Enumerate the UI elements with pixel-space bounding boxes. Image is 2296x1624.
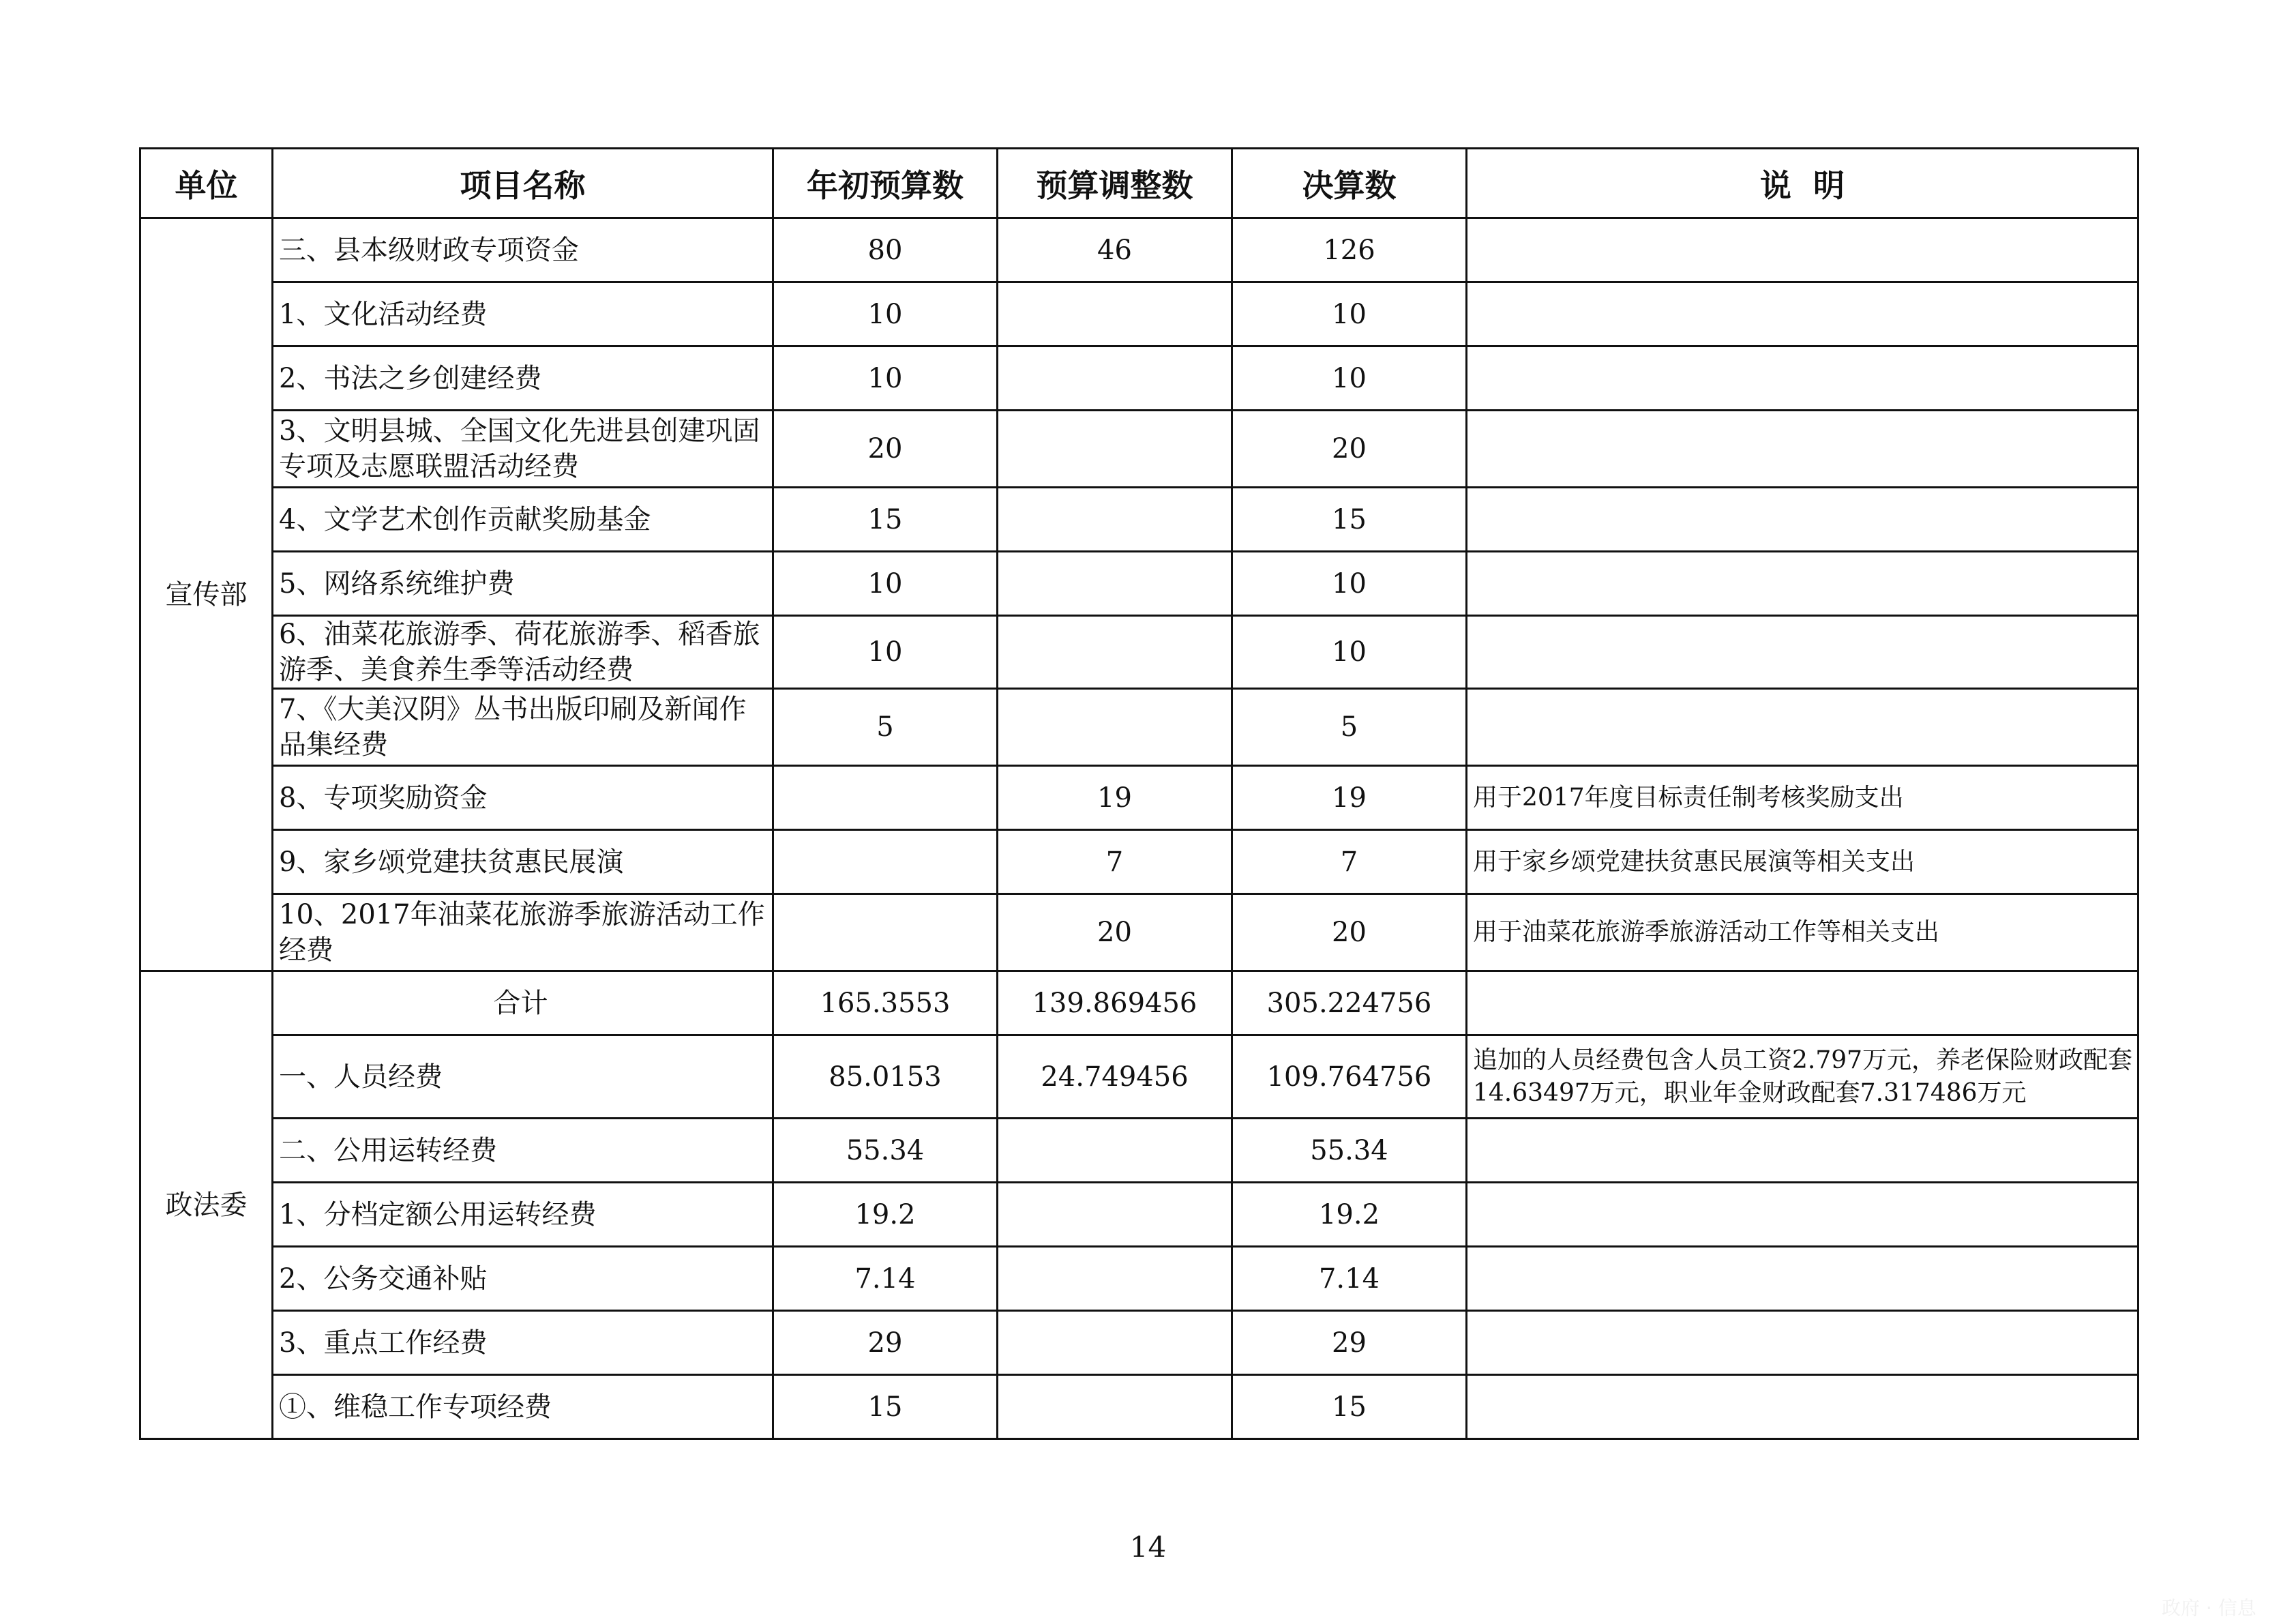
final-cell: 10	[1232, 616, 1467, 689]
unit-cell-publicity: 宣传部	[140, 218, 273, 971]
budget-table	[139, 147, 2139, 1440]
final-cell: 10	[1232, 552, 1467, 616]
note-cell	[1467, 1183, 2138, 1247]
table-row	[140, 1311, 2138, 1375]
item-name-cell: 8、专项奖励资金	[273, 766, 773, 830]
item-name-cell: 4、文学艺术创作贡献奖励基金	[273, 488, 773, 552]
table-row	[140, 616, 2138, 689]
header-item-name: 项目名称	[273, 149, 773, 218]
adjustment-cell	[998, 616, 1232, 689]
page-number: 14	[1129, 1531, 1167, 1564]
header-final-account: 决算数	[1232, 149, 1467, 218]
adjustment-cell	[998, 1183, 1232, 1247]
initial-budget-cell	[773, 766, 998, 830]
table-row	[140, 282, 2138, 346]
item-name-cell: 二、公用运转经费	[273, 1119, 773, 1183]
final-cell: 20	[1232, 411, 1467, 488]
header-initial-budget: 年初预算数	[773, 149, 998, 218]
note-cell	[1467, 1311, 2138, 1375]
adjustment-cell: 19	[998, 766, 1232, 830]
note-cell	[1467, 1375, 2138, 1439]
initial-budget-cell: 29	[773, 1311, 998, 1375]
adjustment-cell	[998, 689, 1232, 766]
adjustment-cell: 24.749456	[998, 1035, 1232, 1119]
header-note: 说 明	[1467, 149, 2138, 218]
header-row	[140, 149, 2138, 218]
initial-budget-cell: 10	[773, 346, 998, 411]
item-name-cell: 2、书法之乡创建经费	[273, 346, 773, 411]
adjustment-cell	[998, 411, 1232, 488]
table-row	[140, 894, 2138, 971]
final-cell: 20	[1232, 894, 1467, 971]
note-cell	[1467, 346, 2138, 411]
initial-budget-cell: 10	[773, 552, 998, 616]
note-cell: 追加的人员经费包含人员工资2.797万元，养老保险财政配套14.63497万元，职业年金财政配套7.317486万元	[1467, 1035, 2138, 1119]
header-unit: 单位	[140, 149, 273, 218]
note-cell: 用于2017年度目标责任制考核奖励支出	[1467, 766, 2138, 830]
adjustment-cell: 46	[998, 218, 1232, 282]
note-cell: 用于油菜花旅游季旅游活动工作等相关支出	[1467, 894, 2138, 971]
table-row	[140, 488, 2138, 552]
final-cell: 10	[1232, 346, 1467, 411]
adjustment-cell	[998, 282, 1232, 346]
table-row	[140, 1375, 2138, 1439]
final-cell: 10	[1232, 282, 1467, 346]
table-row	[140, 971, 2138, 1035]
table-row	[140, 1035, 2138, 1119]
initial-budget-cell: 10	[773, 282, 998, 346]
initial-budget-cell: 55.34	[773, 1119, 998, 1183]
table-row	[140, 1119, 2138, 1183]
adjustment-cell	[998, 1119, 1232, 1183]
initial-budget-cell: 19.2	[773, 1183, 998, 1247]
item-name-cell: 1、分档定额公用运转经费	[273, 1183, 773, 1247]
item-name-cell: 3、重点工作经费	[273, 1311, 773, 1375]
item-name-cell: 9、家乡颂党建扶贫惠民展演	[273, 830, 773, 894]
note-cell	[1467, 488, 2138, 552]
adjustment-cell	[998, 1247, 1232, 1311]
item-name-cell-total: 合计	[273, 971, 773, 1035]
table-row	[140, 552, 2138, 616]
unit-cell-political-legal: 政法委	[140, 971, 273, 1439]
initial-budget-cell: 7.14	[773, 1247, 998, 1311]
note-cell: 用于家乡颂党建扶贫惠民展演等相关支出	[1467, 830, 2138, 894]
adjustment-cell	[998, 346, 1232, 411]
note-cell	[1467, 1119, 2138, 1183]
item-name-cell: 2、公务交通补贴	[273, 1247, 773, 1311]
adjustment-cell: 7	[998, 830, 1232, 894]
final-cell: 15	[1232, 488, 1467, 552]
final-cell: 305.224756	[1232, 971, 1467, 1035]
initial-budget-cell: 20	[773, 411, 998, 488]
table-row	[140, 1247, 2138, 1311]
note-cell	[1467, 616, 2138, 689]
final-cell: 5	[1232, 689, 1467, 766]
initial-budget-cell: 5	[773, 689, 998, 766]
table-row	[140, 346, 2138, 411]
note-cell	[1467, 1247, 2138, 1311]
item-name-cell: 6、油菜花旅游季、荷花旅游季、稻香旅游季、美食养生季等活动经费	[273, 616, 773, 689]
final-cell: 7	[1232, 830, 1467, 894]
adjustment-cell	[998, 1311, 1232, 1375]
item-name-cell: 3、文明县城、全国文化先进县创建巩固专项及志愿联盟活动经费	[273, 411, 773, 488]
adjustment-cell: 139.869456	[998, 971, 1232, 1035]
item-name-cell: 1、文化活动经费	[273, 282, 773, 346]
item-name-cell: 5、网络系统维护费	[273, 552, 773, 616]
table-row	[140, 830, 2138, 894]
note-cell	[1467, 218, 2138, 282]
item-name-cell: 7、《大美汉阴》丛书出版印刷及新闻作品集经费	[273, 689, 773, 766]
note-cell	[1467, 689, 2138, 766]
initial-budget-cell: 165.3553	[773, 971, 998, 1035]
adjustment-cell	[998, 552, 1232, 616]
initial-budget-cell: 10	[773, 616, 998, 689]
final-cell: 29	[1232, 1311, 1467, 1375]
initial-budget-cell: 15	[773, 1375, 998, 1439]
table-row	[140, 766, 2138, 830]
adjustment-cell	[998, 1375, 1232, 1439]
item-name-cell: 一、人员经费	[273, 1035, 773, 1119]
final-cell: 19.2	[1232, 1183, 1467, 1247]
final-cell: 126	[1232, 218, 1467, 282]
adjustment-cell	[998, 488, 1232, 552]
adjustment-cell: 20	[998, 894, 1232, 971]
final-cell: 15	[1232, 1375, 1467, 1439]
table-row	[140, 411, 2138, 488]
header-budget-adjustment: 预算调整数	[998, 149, 1232, 218]
item-name-cell: 三、县本级财政专项资金	[273, 218, 773, 282]
watermark: 政府 · 信息	[2162, 1597, 2256, 1619]
table-row	[140, 1183, 2138, 1247]
initial-budget-cell	[773, 894, 998, 971]
initial-budget-cell: 80	[773, 218, 998, 282]
initial-budget-cell: 15	[773, 488, 998, 552]
final-cell: 7.14	[1232, 1247, 1467, 1311]
initial-budget-cell: 85.0153	[773, 1035, 998, 1119]
note-cell	[1467, 282, 2138, 346]
final-cell: 109.764756	[1232, 1035, 1467, 1119]
table-row	[140, 689, 2138, 766]
note-cell	[1467, 411, 2138, 488]
table-row	[140, 218, 2138, 282]
note-cell	[1467, 971, 2138, 1035]
note-cell	[1467, 552, 2138, 616]
final-cell: 55.34	[1232, 1119, 1467, 1183]
item-name-cell: ①、维稳工作专项经费	[273, 1375, 773, 1439]
item-name-cell: 10、2017年油菜花旅游季旅游活动工作经费	[273, 894, 773, 971]
final-cell: 19	[1232, 766, 1467, 830]
initial-budget-cell	[773, 830, 998, 894]
